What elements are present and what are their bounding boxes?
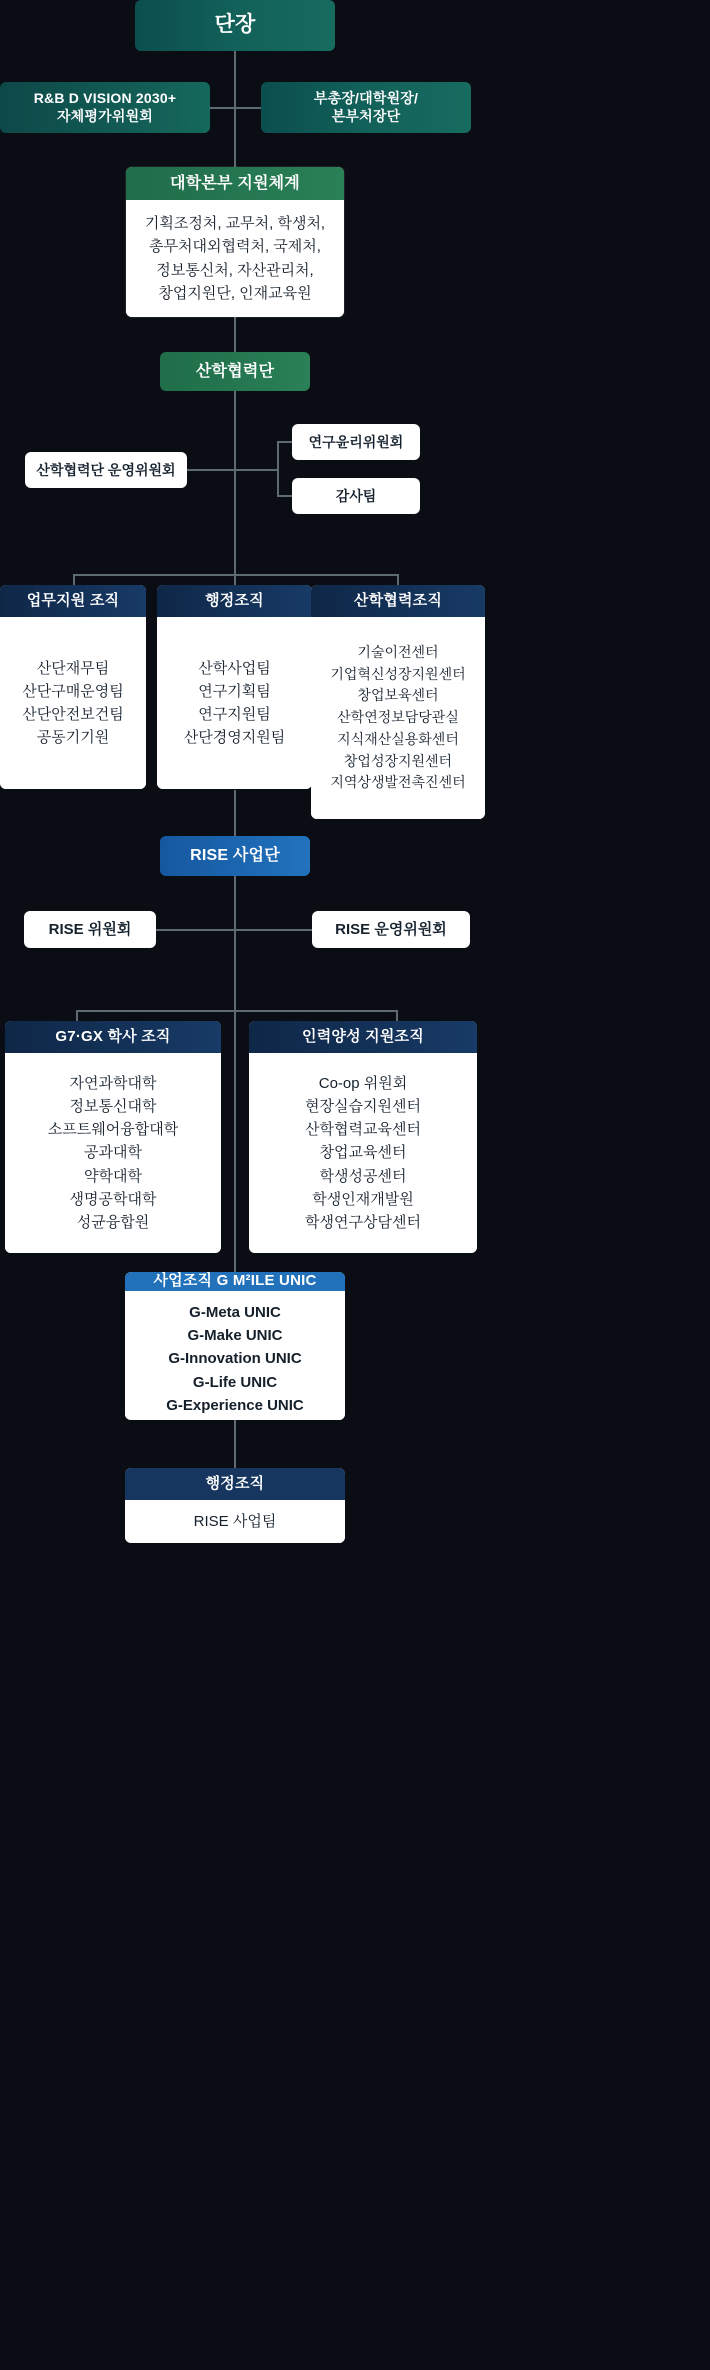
node-body <box>157 617 312 789</box>
node-title-line1: R&B D VISION 2030+ <box>33 90 177 106</box>
list-item: Co-op 위원회 <box>318 1074 408 1092</box>
node-body <box>125 1291 345 1420</box>
node-body <box>311 617 485 819</box>
node-행정조직-산학[interactable] <box>157 585 312 789</box>
node-title: 단장 <box>214 13 256 37</box>
node-body <box>126 200 344 317</box>
node-title-line2: 본부처장단 <box>331 107 401 124</box>
node-rise-위원회[interactable]: RISE 위원회 <box>24 911 156 948</box>
connector-line <box>234 50 236 108</box>
connector-line <box>73 574 75 585</box>
node-body <box>125 1500 345 1543</box>
node-title: 업무지원 조직 <box>0 585 146 617</box>
connector-line <box>76 1010 396 1012</box>
connector-line <box>234 469 278 471</box>
node-body <box>5 1053 221 1253</box>
list-item: 산단안전보건팀 <box>22 706 124 723</box>
list-item: 학생인재개발원 <box>312 1190 414 1208</box>
node-title: RISE 사업단 <box>190 847 280 864</box>
node-연구윤리위원회[interactable]: 연구윤리위원회 <box>292 424 420 460</box>
node-사업조직-gmile-unic[interactable] <box>125 1272 345 1420</box>
list-item: 창업성장지원센터 <box>343 752 453 769</box>
list-item: 총무처대외협력처, 국제처, <box>149 238 321 256</box>
connector-line <box>277 441 293 443</box>
node-rise-사업단[interactable] <box>160 836 310 876</box>
connector-line <box>397 574 399 585</box>
list-item: 지식재산실용화센터 <box>337 730 459 747</box>
node-g7gx-학사조직[interactable] <box>5 1021 221 1253</box>
node-title-line1: 부총장/대학원장/ <box>313 90 419 106</box>
list-item: 공동기기원 <box>36 729 110 747</box>
node-title: 행정조직 <box>157 585 312 617</box>
node-title-line2: 자체평가위원회 <box>56 107 154 124</box>
list-item: 창업지원단, 인재교육원 <box>158 284 312 302</box>
node-산학협력조직[interactable] <box>311 585 485 819</box>
list-item: 기술이전센터 <box>357 644 439 661</box>
list-item: 기획조정처, 교무처, 학생처, <box>144 215 326 232</box>
node-title: 대학본부 지원체계 <box>126 167 344 200</box>
connector-line <box>234 316 236 352</box>
list-item: 성균융합원 <box>76 1214 150 1232</box>
connector-line <box>186 469 235 471</box>
list-item: 산학협력교육센터 <box>305 1121 421 1139</box>
node-rbd-vision[interactable] <box>0 82 210 133</box>
list-item: 학생연구상담센터 <box>305 1214 421 1232</box>
node-산학협력단[interactable] <box>160 352 310 391</box>
list-item: 산학사업팀 <box>198 659 271 677</box>
node-title: 행정조직 <box>125 1468 345 1500</box>
connector-line <box>234 574 236 585</box>
node-title: 사업조직 G M²ILE UNIC <box>125 1272 345 1291</box>
node-body <box>249 1053 477 1253</box>
node-title: G7·GX 학사 조직 <box>5 1021 221 1053</box>
list-item: 기업혁신성장지원센터 <box>330 665 466 682</box>
list-item: 지역상생발전촉진센터 <box>330 774 466 791</box>
list-item: G-Life UNIC <box>192 1373 278 1391</box>
node-감사팀[interactable]: 감사팀 <box>292 478 420 514</box>
list-item: 산단경영지원팀 <box>183 729 286 747</box>
list-item: G-Innovation UNIC <box>168 1350 302 1368</box>
list-item: 산단구매운영팀 <box>22 682 124 700</box>
node-title: 산학협력단 <box>195 362 275 380</box>
list-item: RISE 사업팀 <box>193 1512 277 1530</box>
list-item: 학생성공센터 <box>319 1167 407 1185</box>
node-title: 인력양성 지원조직 <box>249 1021 477 1053</box>
node-부총장-대학원장-본부처장단[interactable] <box>261 82 471 133</box>
connector-line <box>234 1420 236 1468</box>
list-item: 연구기획팀 <box>198 682 271 700</box>
list-item: 현장실습지원센터 <box>305 1097 421 1115</box>
connector-line <box>234 790 236 836</box>
connector-line <box>234 107 236 167</box>
node-산학협력단-운영위원회[interactable]: 산학협력단 운영위원회 <box>25 452 187 488</box>
connector-line <box>76 1010 78 1021</box>
node-대학본부-지원체계[interactable] <box>126 167 344 317</box>
list-item: 산학연정보담당관실 <box>337 709 459 726</box>
list-item: G-Make UNIC <box>187 1327 283 1344</box>
node-행정조직-rise[interactable] <box>125 1468 345 1543</box>
node-업무지원-조직[interactable] <box>0 585 146 789</box>
list-item: 자연과학대학 <box>69 1074 157 1092</box>
node-인력양성-지원조직[interactable] <box>249 1021 477 1253</box>
list-item: G-Experience UNIC <box>166 1396 304 1414</box>
connector-line <box>277 442 279 496</box>
list-item: 연구지원팀 <box>198 706 271 723</box>
node-단장[interactable] <box>135 0 335 51</box>
list-item: 창업보육센터 <box>357 687 439 704</box>
connector-line <box>234 876 236 1011</box>
list-item: 생명공학대학 <box>69 1190 157 1208</box>
list-item: 약학대학 <box>84 1167 142 1185</box>
list-item: 산단재무팀 <box>36 659 110 677</box>
connector-line <box>234 390 236 575</box>
list-item: 창업교육센터 <box>319 1144 407 1162</box>
list-item: 정보통신처, 자산관리처, <box>156 261 314 279</box>
list-item: 정보통신대학 <box>69 1097 157 1115</box>
list-item: 공과대학 <box>84 1144 142 1162</box>
connector-line <box>396 1010 398 1021</box>
connector-line <box>234 1010 236 1272</box>
node-title: 산학협력조직 <box>311 585 485 617</box>
list-item: 소프트웨어융합대학 <box>47 1121 179 1139</box>
list-item: G-Meta UNIC <box>189 1303 281 1321</box>
node-rise-운영위원회[interactable]: RISE 운영위원회 <box>312 911 470 948</box>
node-body <box>0 617 146 789</box>
connector-line <box>277 495 293 497</box>
